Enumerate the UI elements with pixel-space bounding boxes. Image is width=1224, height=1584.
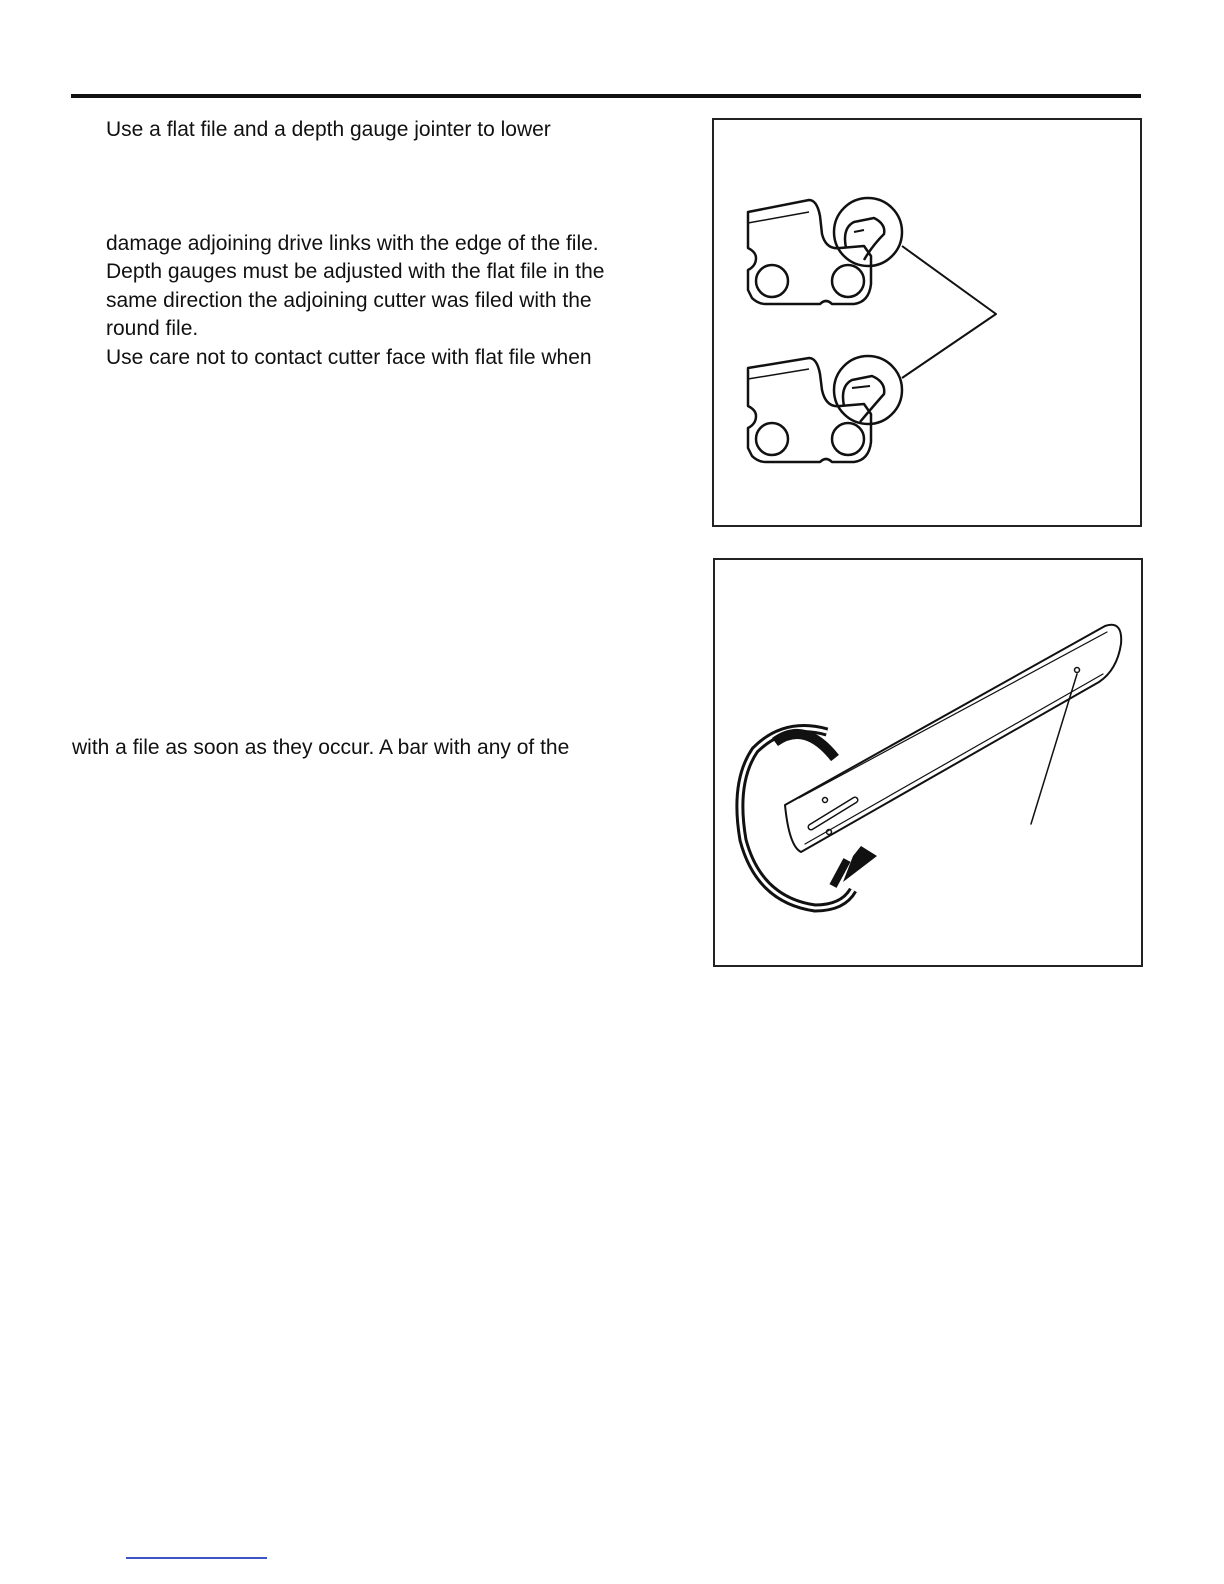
callout-leader [902,246,996,378]
guide-bar-figure [713,558,1143,967]
text-line: with a file as soon as they occur. A bar with any of the [72,736,570,759]
lower-cutter-link [748,358,871,462]
text-line: same direction the adjoining cutter was filed with the [106,289,592,312]
text-line: Use a flat file and a depth gauge jointer to lower [106,118,551,141]
upper-cutter-link [748,200,871,304]
header-rule [71,94,1141,98]
text-line: damage adjoining drive links with the edge of the file. [106,232,599,255]
guide-bar-rotation-icon [715,560,1145,969]
cutter-links-depth-gauge-icon [714,120,1144,529]
text-line: Depth gauges must be adjusted with the flat file in the [106,260,605,283]
text-line: Use care not to contact cutter face with flat file when [106,346,592,369]
depth-gauge-figure [712,118,1142,527]
detail-circle-upper [834,198,902,266]
guide-bar [785,625,1121,852]
footer-link-underline[interactable] [126,1557,267,1559]
text-line: round file. [106,317,199,340]
